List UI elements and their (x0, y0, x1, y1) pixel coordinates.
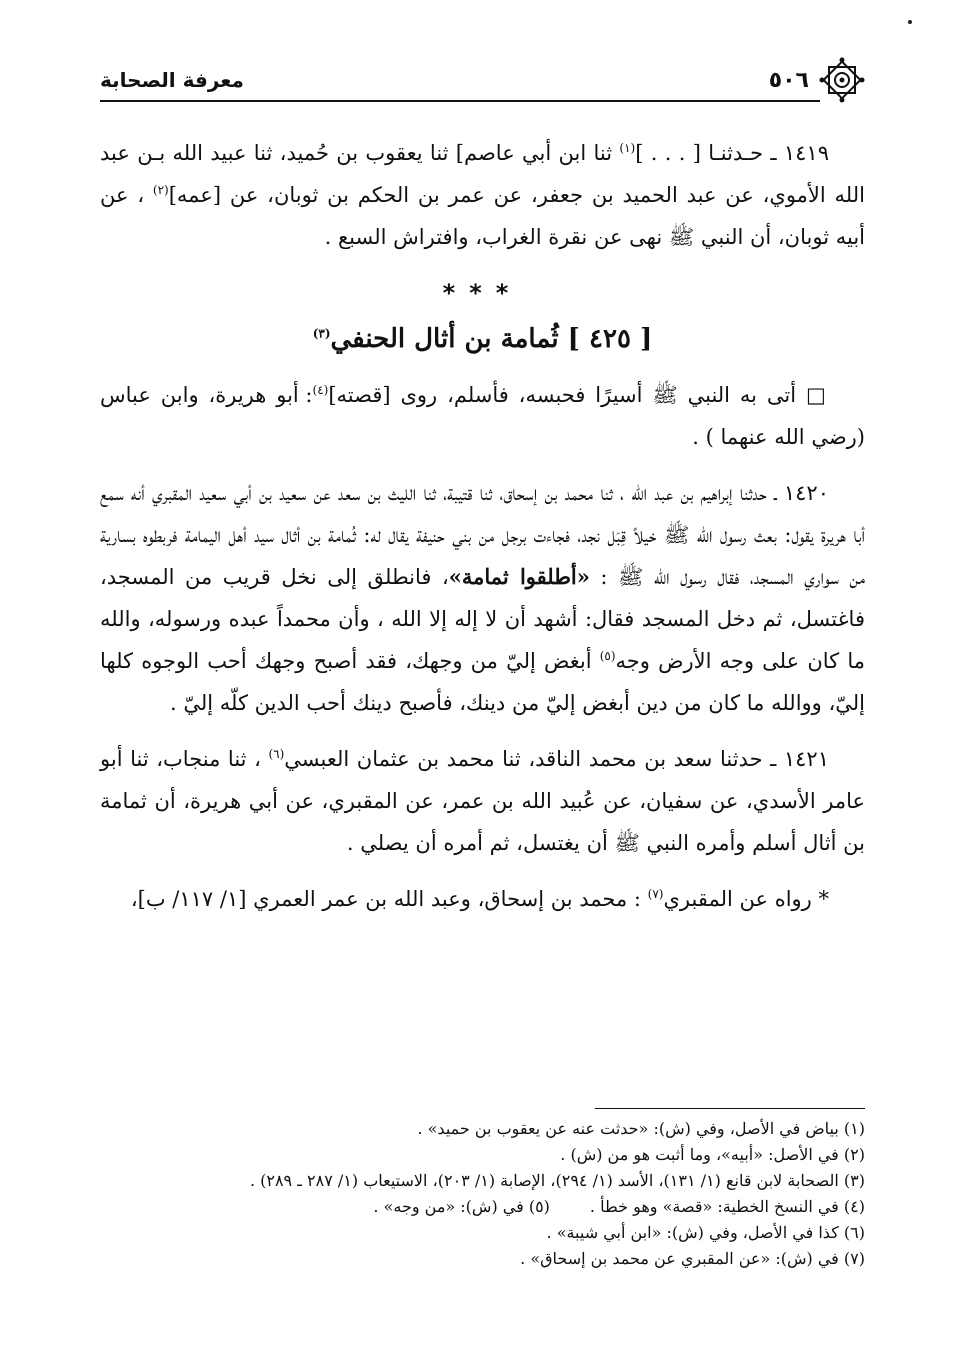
footnote-ref-5: (٥) (599, 649, 616, 663)
narration-part-a: * رواه عن المقبري (663, 887, 829, 911)
scan-speck (908, 20, 912, 24)
hadith-1420 (100, 472, 865, 724)
footnote-1: (١) بياض في الأصل، وفي (ش): «حدثت عنه عن يعقوب بن حميد» . (417, 1119, 865, 1138)
biography-intro (100, 374, 865, 458)
footnote-ref-7: (٧) (647, 887, 664, 901)
header-right (769, 57, 865, 103)
footnote-5: (٥) في (ش): «من وجه» . (373, 1197, 550, 1216)
footnote-2: (٢) في الأصل: «أبيه»، وما أثبت هو من (ش) . (560, 1145, 865, 1164)
quoted-command: «أطلقوا ثمامة» (448, 564, 590, 589)
intro-part-b: : أبو هريرة، وابن عباس (رضي الله عنهما ) . (100, 383, 865, 449)
section-heading (100, 318, 865, 360)
narration-note (100, 878, 865, 920)
hadith-1419-part-b: ثنا ابن أبي عاصم] ثنا يعقوب بن حُميد، ثنا عبيد الله بـن عبد الله الأموي، عن عبد الحميد بن جعفر، عن عمر بن الحكم بن ثوبان، عن [عمه] (100, 141, 865, 207)
page-header (100, 60, 865, 100)
header-rule (100, 100, 820, 102)
intro-part-a: □ أتى به النبي ﷺ أسيرًا فحبسه، فأسلم، روى [قصته] (328, 383, 829, 407)
hadith-1420-part-b: ، فانطلق إلى نخل قريب من المسجد، فاغتسل، ثم دخل المسجد فقال: أشهد أن لا إله إلا الله ، وأن محمداً عبده ورسوله، والله ما كان على وجه الأرض وجه (100, 565, 865, 673)
footnote-6: (٦) كذا في الأصل، وفي (ش): «ابن أبي شيبة» . (546, 1223, 865, 1242)
footnotes (100, 1116, 865, 1272)
hadith-1421-part-b: ، ثنا منجاب، ثنا أبو عامر الأسدي، عن سفيان، عن عُبيد الله بن عمر، عن المقبري، عن أبي هريرة، أن ثمامة بن أثال أسلم وأمره النبي ﷺ أن يغتسل، ثم أمره أن يصلي . (100, 747, 865, 855)
hadith-1421 (100, 738, 865, 864)
book-title: معرفة الصحابة (100, 68, 244, 92)
hadith-1419-part-c: ، عن أبيه ثوبان، أن النبي ﷺ نهى عن نقرة الغراب، وافتراش السبع . (100, 183, 865, 249)
footnote-ref-4: (٤) (312, 383, 329, 397)
hadith-1419 (100, 132, 865, 258)
section-separator: *** (442, 279, 523, 307)
footnote-ref-1: (١) (619, 141, 636, 155)
page-number: ٥٠٦ (768, 67, 809, 93)
hadith-1419-part-a: ١٤١٩ ـ حـدثنـا [ . . . ] (635, 141, 829, 165)
footnote-4-5-line (100, 1194, 865, 1220)
main-text (100, 132, 865, 934)
footnote-4: (٤) في النسخ الخطية: «قصة» وهو خطأ . (589, 1197, 865, 1216)
footnote-7: (٧) في (ش): «عن المقبري عن محمد بن إسحاق» . (520, 1249, 865, 1268)
footnote-ref-3: (٣) (312, 326, 331, 341)
footnote-rule (595, 1108, 865, 1109)
hadith-1420-part-a: ١٤٢٠ ـ حدثنا إبراهيم بن عبد الله ، ثنا محمد بن إسحاق، ثنا قتيبة، ثنا الليث بن سعد عن سعيد بن أبي سعيد المقبري أنه سمع أبا هريرة يقول: بعث رسول الله ﷺ خيلاً قِبَل نجد، فجاءت برجل من بني حنيفة يقال له: ثُمامة بن أثال سيد أهل اليمامة فربطوه بسارية من سواري المسجد، فقال رسول الله ﷺ : (100, 481, 866, 589)
footnote-ref-6: (٦) (268, 747, 285, 761)
ornament-icon (819, 57, 865, 103)
hadith-1420-part-c: أبغض إليّ من وجهك، فقد أصبح وجهك أحب الوجوه كلها إليّ، ووالله ما كان من دين أبغض إليّ من دينك، فأصبح دينك أحب الدين كلّه إليّ . (100, 649, 865, 715)
footnote-3: (٣) الصحابة لابن قانع (١/ ١٣١)، الأسد (١/ ٢٩٤)، الإصابة (١/ ٢٠٣)، الاستيعاب (١/ ٢٨٧ ـ ٢٨٩) . (249, 1171, 865, 1190)
narration-part-b: : محمد بن إسحاق، وعبد الله بن عمر العمري [١/ ١١٧/ ب]، (130, 887, 648, 911)
footnote-ref-2: (٢) (152, 183, 169, 197)
section-heading-text: [ ٤٢٥ ] ثُمامة بن أثال الحنفي (330, 324, 653, 354)
hadith-1421-part-a: ١٤٢١ ـ حدثنا سعد بن محمد الناقد، ثنا محمد بن عثمان العبسي (284, 747, 829, 771)
